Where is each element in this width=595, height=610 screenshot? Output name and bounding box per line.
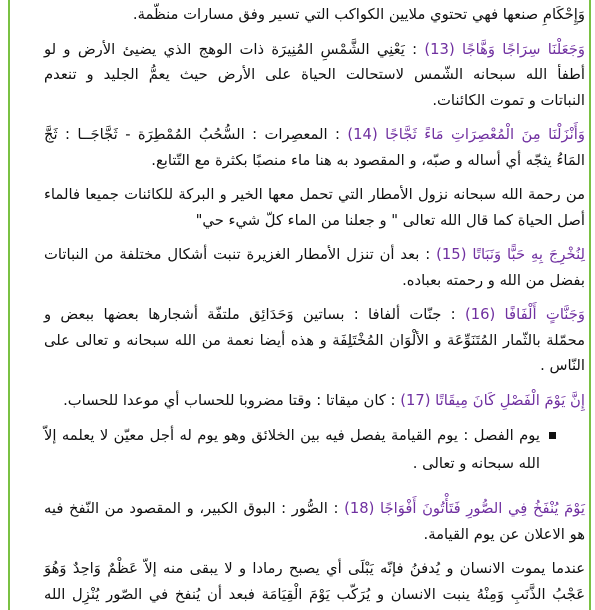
verse-quote: وَجَعَلْنَا سِرَاجًا وَهَّاجًا (13)	[424, 40, 585, 58]
paragraph	[44, 496, 585, 547]
explanation-text: : يَعْنِي الشَّمْسِ المُنِيرَة ذات الوهج الذي يضيئ الأرض و لو	[44, 40, 425, 58]
text-line	[44, 496, 585, 522]
text-line	[44, 37, 585, 63]
paragraph	[44, 242, 585, 293]
paragraph	[44, 556, 585, 607]
bullet-item	[44, 422, 585, 478]
explanation-text: : كان ميقاتا : وقتا مضروبا للحساب أي موعدا للحساب.	[63, 391, 401, 409]
paragraph	[44, 388, 585, 414]
text-line: النّاس .	[540, 357, 585, 374]
text-line: محمّلة بالثّمار المُتَنَوِّعَة و الألْوَان المُخْتَلِفَة و هذه أيضا نعمة من الله سبحانه و تعالى على	[44, 331, 585, 349]
explanation-text: : الصُّور : البوق الكبير، و المقصود من النّفخ فيه	[44, 500, 345, 517]
verse-quote: وَأَنْزَلْنَا مِنَ الْمُعْصِرَاتِ مَاءً ثَجَّاجًا (14)	[347, 126, 585, 143]
verse-quote: وَجَنَّاتٍ أَلْفَافًا (16)	[464, 306, 585, 323]
text-line	[44, 302, 585, 328]
explanation-text: : بعد أن تنزل الأمطار الغزيرة تنبت أشكال مختلفة من النباتات	[44, 246, 437, 263]
text-line: بفضل من الله و رحمته بعباده.	[402, 271, 585, 289]
verse-quote: لِنُخْرِجَ بِهِ حَبًّا وَنَبَاتًا (15)	[436, 246, 586, 263]
paragraph	[44, 302, 585, 379]
document-body	[44, 2, 585, 607]
text-line	[44, 122, 585, 148]
text-line: عندما يموت الانسان و يُدفنُ فإنّه يَبْلَى أي يصبح رمادا و لا يبقى منه إلاّ عَظْمٌ وَاحِدٌ وَهُوَ	[44, 560, 585, 577]
text-line: المَاءُ يثجّه أي أساله و صبّه، و المقصود به هنا ماء منصبًا بكثرة مع التّتابع.	[151, 151, 585, 169]
paragraph	[44, 182, 585, 233]
verse-quote: إِنَّ يَوْمَ الْفَصْلِ كَانَ مِيقَاتًا (17)	[400, 391, 585, 409]
explanation-text: : جنّات ألفافا : بساتين وَحَدَائِق ملتفّة أشجارها بعضها ببعض و	[44, 306, 465, 323]
paragraph	[44, 122, 585, 173]
text-line: من رحمة الله سبحانه نزول الأمطار التي تحمل معها الخير و البركة للكائنات جميعا فالماء	[44, 186, 585, 203]
text-line: أصل الحياة كما قال الله تعالى " و جعلنا من الماء كلّ شيء حي"	[195, 211, 585, 229]
page-border-left	[8, 0, 10, 610]
verse-quote: يَوْمَ يُنْفَخُ فِي الصُّورِ فَتَأْتُونَ أَفْوَاجًا (18)	[344, 500, 585, 517]
text-line: أطفأ الله سبحانه الشّمس لاستحالت الحياة على الأرض حيث يعمُّ الجليد و تنعدم	[44, 66, 585, 83]
text-line: يوم الفصل : يوم القيامة يفصل فيه بين الخلائق وهو يوم له أجل معيّن لا يعلمه إلاّ	[44, 427, 540, 444]
text-line	[44, 242, 585, 268]
square-bullet-icon	[549, 432, 556, 439]
explanation-text: : المعصِرات : السُّحُبُ المُمْطِرَة - ثَجَّاجَــا : ثَجَّ	[44, 126, 348, 143]
paragraph	[44, 37, 585, 114]
text-line	[44, 388, 585, 414]
text-line: وَإِحْكَامِ صنعها فهي تحتوي ملايين الكواكب التي تسير وفق مسارات منظّمة.	[132, 6, 585, 23]
paragraph	[44, 2, 585, 28]
text-line: هو الاعلان عن يوم القيامة.	[423, 525, 585, 543]
text-line: النباتات و تموت الكائنات.	[432, 91, 585, 109]
text-line: الله سبحانه و تعالى .	[412, 455, 540, 472]
text-line: عَجْبُ الذَّنَبِ وَمِنْهُ ينبت الانسان و يُرَكّب يَوْمَ الْقِيَامَة فبعد أن يُنفخ في الصّور يُنْزِل الله	[44, 585, 585, 603]
page-border-right	[589, 0, 591, 610]
